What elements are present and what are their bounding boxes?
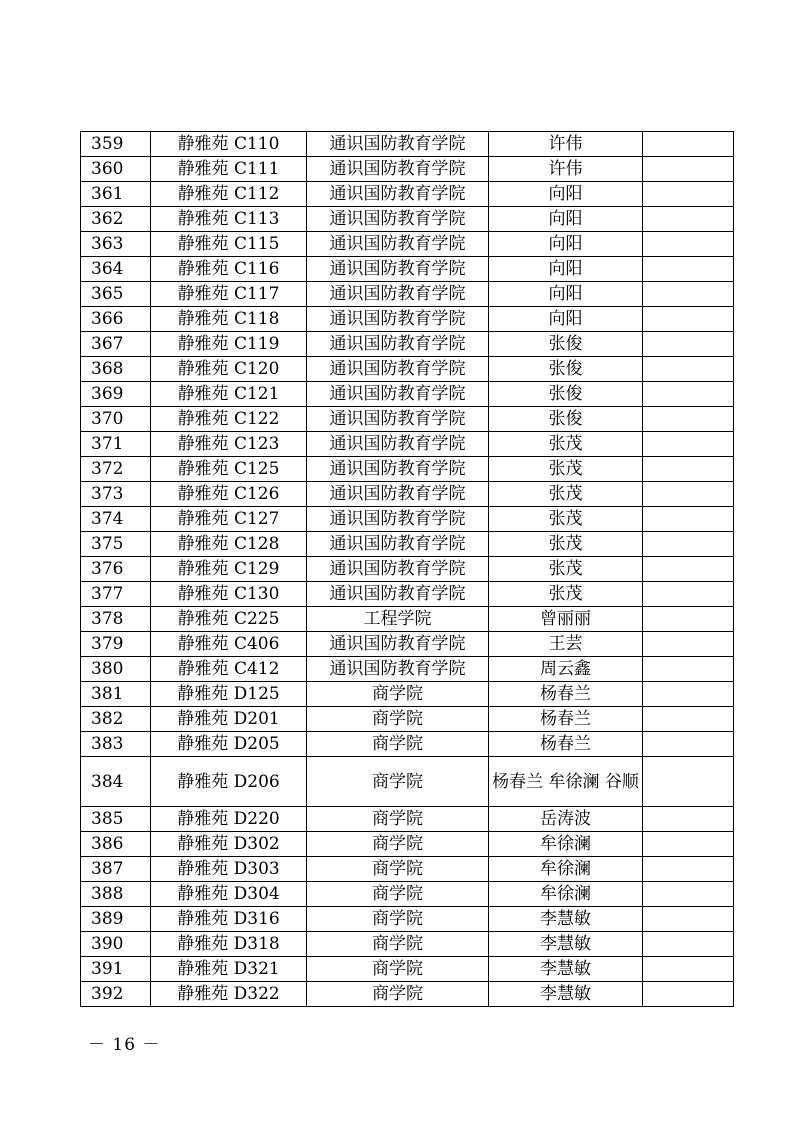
- cell-note: [643, 182, 734, 207]
- cell-note: [643, 882, 734, 907]
- cell-note: [643, 432, 734, 457]
- cell-note: [643, 682, 734, 707]
- cell-college: 通识国防教育学院: [307, 182, 489, 207]
- cell-room: 静雅苑 C123: [151, 432, 307, 457]
- cell-college: 通识国防教育学院: [307, 432, 489, 457]
- cell-advisor: 李慧敏: [489, 982, 643, 1007]
- cell-advisor: 张俊: [489, 407, 643, 432]
- cell-college: 商学院: [307, 957, 489, 982]
- cell-note: [643, 707, 734, 732]
- cell-college: 商学院: [307, 832, 489, 857]
- cell-number: 381: [81, 682, 151, 707]
- cell-college: 通识国防教育学院: [307, 557, 489, 582]
- cell-room: 静雅苑 D316: [151, 907, 307, 932]
- cell-room: 静雅苑 C406: [151, 632, 307, 657]
- cell-advisor: 向阳: [489, 282, 643, 307]
- cell-number: 360: [81, 157, 151, 182]
- dormitory-roster-table: [80, 131, 734, 1007]
- cell-college: 商学院: [307, 732, 489, 757]
- table-row: [81, 907, 734, 932]
- cell-number: 386: [81, 832, 151, 857]
- cell-room: 静雅苑 C225: [151, 607, 307, 632]
- table-row: [81, 482, 734, 507]
- cell-room: 静雅苑 D205: [151, 732, 307, 757]
- cell-room: 静雅苑 C113: [151, 207, 307, 232]
- cell-number: 362: [81, 207, 151, 232]
- cell-number: 380: [81, 657, 151, 682]
- cell-college: 通识国防教育学院: [307, 632, 489, 657]
- cell-room: 静雅苑 D125: [151, 682, 307, 707]
- cell-note: [643, 382, 734, 407]
- cell-room: 静雅苑 C130: [151, 582, 307, 607]
- cell-note: [643, 207, 734, 232]
- cell-number: 365: [81, 282, 151, 307]
- page-number: － 16 －: [88, 1035, 161, 1055]
- cell-college: 商学院: [307, 682, 489, 707]
- cell-room: 静雅苑 C126: [151, 482, 307, 507]
- table-row: [81, 357, 734, 382]
- cell-number: 367: [81, 332, 151, 357]
- table-row: [81, 932, 734, 957]
- cell-college: 通识国防教育学院: [307, 507, 489, 532]
- table-row: [81, 407, 734, 432]
- table-row: [81, 882, 734, 907]
- cell-number: 368: [81, 357, 151, 382]
- cell-note: [643, 157, 734, 182]
- cell-room: 静雅苑 D201: [151, 707, 307, 732]
- cell-college: 商学院: [307, 757, 489, 807]
- cell-note: [643, 607, 734, 632]
- cell-note: [643, 907, 734, 932]
- table-row: [81, 582, 734, 607]
- cell-college: 商学院: [307, 982, 489, 1007]
- cell-number: 392: [81, 982, 151, 1007]
- roster-table-body: [81, 132, 734, 1007]
- cell-advisor: 张茂: [489, 482, 643, 507]
- cell-room: 静雅苑 D318: [151, 932, 307, 957]
- cell-number: 383: [81, 732, 151, 757]
- cell-number: 374: [81, 507, 151, 532]
- cell-note: [643, 132, 734, 157]
- cell-room: 静雅苑 D303: [151, 857, 307, 882]
- table-row: [81, 607, 734, 632]
- cell-college: 通识国防教育学院: [307, 357, 489, 382]
- cell-advisor: 张茂: [489, 432, 643, 457]
- cell-advisor: 李慧敏: [489, 907, 643, 932]
- cell-note: [643, 407, 734, 432]
- cell-number: 376: [81, 557, 151, 582]
- cell-advisor: 张俊: [489, 357, 643, 382]
- table-row: [81, 507, 734, 532]
- cell-number: 371: [81, 432, 151, 457]
- cell-college: 通识国防教育学院: [307, 482, 489, 507]
- cell-number: 370: [81, 407, 151, 432]
- cell-number: 377: [81, 582, 151, 607]
- cell-college: 通识国防教育学院: [307, 207, 489, 232]
- cell-advisor: 张茂: [489, 457, 643, 482]
- cell-college: 通识国防教育学院: [307, 132, 489, 157]
- table-row: [81, 657, 734, 682]
- cell-college: 通识国防教育学院: [307, 282, 489, 307]
- cell-note: [643, 282, 734, 307]
- cell-college: 通识国防教育学院: [307, 307, 489, 332]
- cell-advisor: 许伟: [489, 132, 643, 157]
- cell-number: 366: [81, 307, 151, 332]
- cell-advisor: 杨春兰 牟徐澜 谷顺: [489, 757, 643, 807]
- cell-college: 通识国防教育学院: [307, 382, 489, 407]
- cell-room: 静雅苑 C412: [151, 657, 307, 682]
- cell-number: 373: [81, 482, 151, 507]
- cell-note: [643, 357, 734, 382]
- cell-advisor: 杨春兰: [489, 707, 643, 732]
- cell-advisor: 张俊: [489, 332, 643, 357]
- table-row: [81, 632, 734, 657]
- cell-room: 静雅苑 C129: [151, 557, 307, 582]
- cell-note: [643, 857, 734, 882]
- cell-advisor: 向阳: [489, 257, 643, 282]
- cell-advisor: 许伟: [489, 157, 643, 182]
- cell-number: 359: [81, 132, 151, 157]
- cell-room: 静雅苑 C111: [151, 157, 307, 182]
- table-row: [81, 257, 734, 282]
- cell-advisor: 李慧敏: [489, 957, 643, 982]
- cell-note: [643, 332, 734, 357]
- cell-room: 静雅苑 D322: [151, 982, 307, 1007]
- cell-advisor: 李慧敏: [489, 932, 643, 957]
- cell-college: 通识国防教育学院: [307, 332, 489, 357]
- cell-room: 静雅苑 C128: [151, 532, 307, 557]
- cell-advisor: 张俊: [489, 382, 643, 407]
- cell-number: 391: [81, 957, 151, 982]
- cell-room: 静雅苑 C121: [151, 382, 307, 407]
- cell-room: 静雅苑 D302: [151, 832, 307, 857]
- table-row: [81, 707, 734, 732]
- cell-college: 通识国防教育学院: [307, 407, 489, 432]
- cell-note: [643, 557, 734, 582]
- cell-college: 商学院: [307, 932, 489, 957]
- cell-room: 静雅苑 C125: [151, 457, 307, 482]
- table-row: [81, 857, 734, 882]
- cell-number: 388: [81, 882, 151, 907]
- cell-advisor: 向阳: [489, 232, 643, 257]
- table-row: [81, 982, 734, 1007]
- cell-number: 385: [81, 807, 151, 832]
- cell-note: [643, 832, 734, 857]
- cell-number: 379: [81, 632, 151, 657]
- cell-room: 静雅苑 C120: [151, 357, 307, 382]
- cell-room: 静雅苑 C117: [151, 282, 307, 307]
- cell-advisor: 张茂: [489, 507, 643, 532]
- cell-college: 商学院: [307, 707, 489, 732]
- cell-advisor: 向阳: [489, 182, 643, 207]
- cell-room: 静雅苑 D220: [151, 807, 307, 832]
- cell-note: [643, 632, 734, 657]
- cell-note: [643, 982, 734, 1007]
- table-row: [81, 957, 734, 982]
- cell-note: [643, 932, 734, 957]
- table-row: [81, 182, 734, 207]
- cell-note: [643, 732, 734, 757]
- cell-college: 工程学院: [307, 607, 489, 632]
- cell-note: [643, 232, 734, 257]
- cell-room: 静雅苑 C118: [151, 307, 307, 332]
- table-row: [81, 132, 734, 157]
- cell-advisor: 牟徐澜: [489, 882, 643, 907]
- cell-room: 静雅苑 C119: [151, 332, 307, 357]
- cell-college: 商学院: [307, 857, 489, 882]
- cell-number: 361: [81, 182, 151, 207]
- table-row: [81, 832, 734, 857]
- cell-note: [643, 257, 734, 282]
- cell-college: 通识国防教育学院: [307, 532, 489, 557]
- cell-room: 静雅苑 C116: [151, 257, 307, 282]
- cell-advisor: 曾丽丽: [489, 607, 643, 632]
- cell-number: 382: [81, 707, 151, 732]
- table-row: [81, 307, 734, 332]
- table-row: [81, 732, 734, 757]
- cell-room: 静雅苑 D321: [151, 957, 307, 982]
- cell-room: 静雅苑 C122: [151, 407, 307, 432]
- cell-number: 363: [81, 232, 151, 257]
- table-row: [81, 757, 734, 807]
- cell-note: [643, 807, 734, 832]
- cell-advisor: 张茂: [489, 557, 643, 582]
- table-row: [81, 432, 734, 457]
- cell-advisor: 向阳: [489, 307, 643, 332]
- cell-note: [643, 507, 734, 532]
- table-row: [81, 332, 734, 357]
- cell-advisor: 杨春兰: [489, 682, 643, 707]
- cell-room: 静雅苑 C112: [151, 182, 307, 207]
- table-row: [81, 157, 734, 182]
- cell-college: 商学院: [307, 807, 489, 832]
- cell-room: 静雅苑 D304: [151, 882, 307, 907]
- cell-college: 通识国防教育学院: [307, 657, 489, 682]
- cell-college: 通识国防教育学院: [307, 157, 489, 182]
- cell-number: 372: [81, 457, 151, 482]
- cell-note: [643, 482, 734, 507]
- cell-room: 静雅苑 D206: [151, 757, 307, 807]
- cell-note: [643, 957, 734, 982]
- cell-advisor: 周云鑫: [489, 657, 643, 682]
- cell-number: 387: [81, 857, 151, 882]
- cell-advisor: 张茂: [489, 532, 643, 557]
- cell-note: [643, 532, 734, 557]
- cell-college: 通识国防教育学院: [307, 457, 489, 482]
- cell-college: 通识国防教育学院: [307, 582, 489, 607]
- cell-number: 378: [81, 607, 151, 632]
- cell-advisor: 王芸: [489, 632, 643, 657]
- cell-note: [643, 307, 734, 332]
- cell-college: 商学院: [307, 882, 489, 907]
- table-row: [81, 682, 734, 707]
- cell-advisor: 向阳: [489, 207, 643, 232]
- table-row: [81, 207, 734, 232]
- cell-number: 364: [81, 257, 151, 282]
- cell-room: 静雅苑 C115: [151, 232, 307, 257]
- cell-number: 389: [81, 907, 151, 932]
- cell-number: 375: [81, 532, 151, 557]
- cell-note: [643, 457, 734, 482]
- cell-college: 通识国防教育学院: [307, 257, 489, 282]
- cell-note: [643, 757, 734, 807]
- table-row: [81, 457, 734, 482]
- table-row: [81, 807, 734, 832]
- cell-room: 静雅苑 C110: [151, 132, 307, 157]
- table-row: [81, 282, 734, 307]
- cell-number: 384: [81, 757, 151, 807]
- table-row: [81, 557, 734, 582]
- cell-advisor: 岳涛波: [489, 807, 643, 832]
- cell-note: [643, 657, 734, 682]
- cell-advisor: 牟徐澜: [489, 857, 643, 882]
- cell-college: 通识国防教育学院: [307, 232, 489, 257]
- table-row: [81, 232, 734, 257]
- table-row: [81, 532, 734, 557]
- cell-advisor: 牟徐澜: [489, 832, 643, 857]
- cell-advisor: 杨春兰: [489, 732, 643, 757]
- cell-number: 369: [81, 382, 151, 407]
- cell-room: 静雅苑 C127: [151, 507, 307, 532]
- cell-number: 390: [81, 932, 151, 957]
- cell-college: 商学院: [307, 907, 489, 932]
- cell-note: [643, 582, 734, 607]
- table-row: [81, 382, 734, 407]
- cell-advisor: 张茂: [489, 582, 643, 607]
